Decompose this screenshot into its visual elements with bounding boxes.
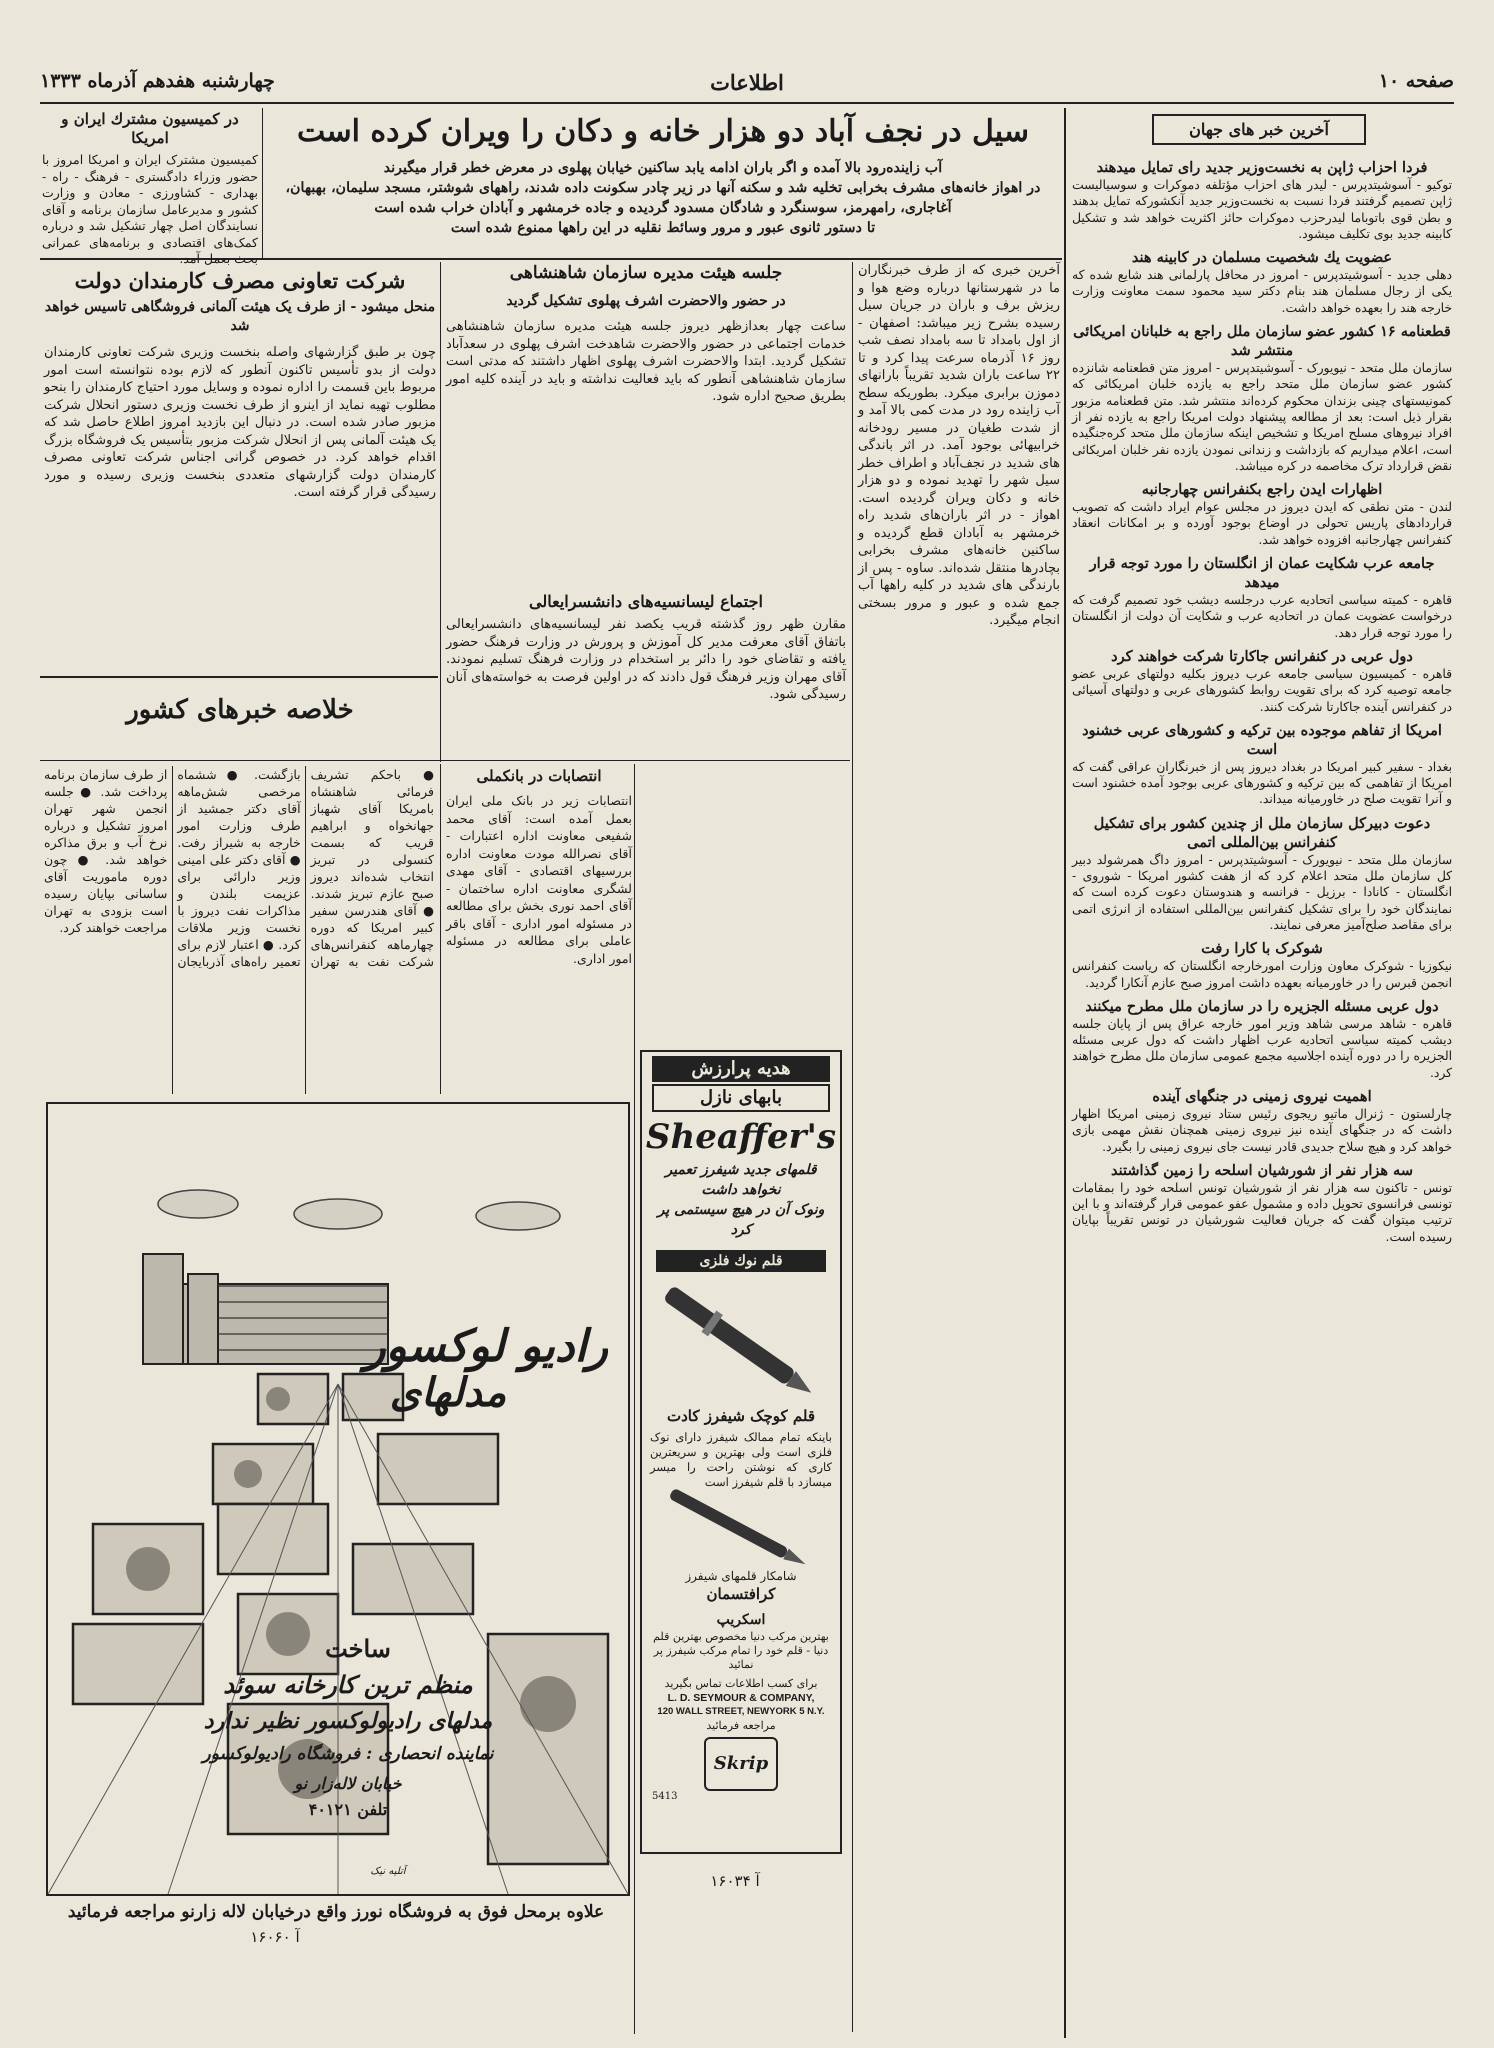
column-rule xyxy=(440,262,441,762)
page-number: صفحه ۱۰ xyxy=(1378,70,1454,92)
world-news-title: امریکا از تفاهم موجوده بین ترکیه و کشورهای عربی خشنود است xyxy=(1082,721,1442,758)
skrip-text: بهترین مرکب دنیا مخصوص بهترین قلم دنیا - قلم خود را تمام مرکب شیفرز پر نمائید xyxy=(653,1630,829,1671)
world-news-title: عضویت یك شخصیت مسلمان در کابینه هند xyxy=(1131,249,1393,267)
pen-dealer: کرافتسمان xyxy=(706,1585,776,1603)
deck-line: در اهواز خانه‌های مشرف بخرابی تخلیه شد و سکنه آنها در زیر چادر سکونت داده شدند، راههای شوشتر، مسجد سلیمان، بهبهان، آغاجاری، رامهرمز، سوسنگرد و شادگان مسدود گردیده و جاده خرمشهر و آبادان خراب شده است xyxy=(285,180,1041,216)
radio-agent: نماینده انحصاری : فروشگاه رادیولوکسور xyxy=(202,1744,494,1764)
country-news-title: خلاصه خبرهای کشور xyxy=(126,695,354,725)
column-rule xyxy=(440,764,441,1094)
radio-tagline-1: منظم ترین کارخانه سوئد xyxy=(223,1670,473,1699)
board-subtitle: در حضور والاحضرت اشرف پهلوی تشکیل گردید xyxy=(506,293,786,309)
world-news-body: بغداد - سفیر کبیر امریکا در بغداد دیروز پس از خبرنگاران عراقی گفت که امریکا از تفاهمی که بین ترکیه و کشورهای عربی بوجود آمده خشنود است و آنرا تقویت صلح در خاورمیانه میداند. xyxy=(1072,759,1452,807)
pen-line-1: قلمهای جدید شیفرز تعمیر نخواهد داشت xyxy=(665,1162,817,1198)
coop-subtitle: منحل میشود - از طرف یک هیئت آلمانی فروشگاهی تاسیس خواهد شد xyxy=(44,299,436,334)
radio-models-label: مدلهای xyxy=(389,1369,507,1416)
pen-address: 120 WALL STREET, NEWYORK 5 N.Y. xyxy=(657,1706,825,1717)
world-news-body: تونس - تاکنون سه هزار نفر از شورشیان تونس اسلحه خود را بمقامات تونسی فرانسوی تحویل داده و مشمول عفو عمومی قرار گرفته‌اند و با این ترتیب میتوان گفت که جریان فعالیت شورشیان در تونس تقریباً بپایان رسیده است. xyxy=(1072,1180,1452,1244)
radio-made: ساخت xyxy=(325,1634,391,1663)
appointments-title: انتصابات در بانکملی xyxy=(476,767,602,785)
joint-commission-title: در کمیسیون مشترك ایران و امریکا xyxy=(61,110,239,147)
world-news-body: چارلستون - ژنرال ماتیو ریجوی رئیس ستاد نیروی زمینی امریکا اظهار داشت که در جنگهای آینده نیز نیروی زمینی همچنان نقش مهمی بازی خواهد کرد و هیچ سلاح جدیدی قادر نیست جای نیروی زمینی را بگیرد. xyxy=(1072,1106,1452,1154)
column-rule xyxy=(1064,108,1066,2038)
main-headline: سیل در نجف آباد دو هزار خانه و دکان را ویران کرده است xyxy=(297,114,1029,149)
world-news-body: توکیو - آسوشیتدپرس - لیدر های احزاب مؤتلفه دموکرات و سوسیالیست ژاپن تصمیم گرفتند فردا نسبت به نخست‌وزیر جدید آنکشورکه تمایل بدهند و بطن قوی باتوباما لیدرحزب دموکرات حائز اکثریت خواهد شد و تشکیل کابینه جدید بوی تکلیف میشود. xyxy=(1072,178,1452,241)
pen-banner-1: هدیه پرارزش xyxy=(652,1056,830,1082)
world-news-title: قطعنامه ۱۶ کشور عضو سازمان ملل راجع به خلبانان امریکائی منتشر شد xyxy=(1073,323,1451,360)
coop-body: چون بر طبق گزارشهای واصله بنخست وزیری شرکت تعاونی کارمندان دولت از بدو تأسیس تاکنون آنطور که لازم بوده نتوانسته است امور مربوط باین قسمت را اداره نموده و وسایل مورد احتیاج کارمندان را بنحو مطلوب تهیه نماید از اینرو از طرف نخست وزیری دستور انحلال شرکت مزبور صادر شده است. در دنبال این بازدید امروز اطلاع حاصل شد که یک هیئت آلمانی پس از انحلال شرکت مزبور بتأسیس یک فروشگاه بزرگ اقدام خواهد کرد. در خصوص گرانی اجناس شرکت تعاونی مصرف کارمندان دولت گزارشهای متعددی بنخست وزیری رسیده و مورد رسیدگی قرار گرفته است. xyxy=(44,345,436,500)
world-news-column xyxy=(1072,152,1452,2032)
world-news-body: قاهره - شاهد مرسی شاهد وزیر امور خارجه عراق پس از پایان جلسه دیشب کمیته سیاسی اتحادیه عرب اظهار داشت که دول عربی مسئله الجزیره را در دوره آینده اجلاسیه مجمع عمومی سازمان ملل مطرح خواهند کرد. xyxy=(1072,1016,1452,1080)
board-body: ساعت چهار بعدازظهر دیروز جلسه هیئت مدیره سازمان شاهنشاهی خدمات اجتماعی در حضور والاحضرت شاهدخت اشرف پهلوی در سعدآباد تشکیل گردید. ابتدا والاحضرت اشرف پهلوی اظهار داشتند که مدتی است سازمان شاهنشاهی آنطور که باید فعالیت نداشته و باید در آینده کلیه امور بطریق صحیح اداره شود. xyxy=(446,319,846,404)
world-news-title: جامعه عرب شکایت عمان از انگلستان را مورد توجه قرار میدهد xyxy=(1089,555,1435,592)
world-news-body: نیکوزیا - شوکرک معاون وزارت امورخارجه انگلستان که ریاست کنفرانس انجمن قبرس را در خاورمیانه بعهده داشت امروز صبح عازم آنکارا گردید. xyxy=(1072,959,1452,990)
world-news-title: دول عربی در کنفرانس جاکارتا شرکت خواهند کرد xyxy=(1111,647,1413,665)
radio-phone: تلفن ۴۰۱۲۱ xyxy=(308,1800,388,1819)
country-news-body: ● باحکم تشریف فرمائی شاهنشاه بامریکا آقای شهباز جهانخواه و ابراهیم قریب که بسمت کنسولی در تبریز انتخاب شده‌اند دیروز صبح عازم تبریز شدند. ● آقای هندرسن سفیر کبیر امریکا که دوره چهارماهه کنفرانس‌های شرکت نفت به تهران بازگشت. ● ششماه مرخصی شش‌ماهه آقای دکتر جمشید از طرف وزارت امور خارجه به شیراز رفت. ● آقای دکتر علی امینی وزیر دارائی برای عزیمت بلندن و مذاکرات نفت دیروز با نخست وزیر ملاقات کرد. ● اعتبار لازم برای تعمیر راه‌های آذربایجان از طرف سازمان برنامه پرداخت شد. ● جلسه انجمن شهر تهران امروز تشکیل و درباره نرخ آب و برق مذاکره خواهد شد. ● چون دوره ماموریت آقای ساسانی بپایان رسیده است بزودی به تهران مراجعت خواهند کرد. xyxy=(44,767,434,969)
pen-code: 5413 xyxy=(652,1791,678,1802)
radio-address: خیابان لاله‌زار نو xyxy=(294,1774,402,1793)
pen-company: L. D. SEYMOUR & COMPANY, xyxy=(667,1692,815,1704)
pen-company-fa: مراجعه فرمائید xyxy=(706,1719,776,1732)
radio-code: آ ۱۶۰۶۰ xyxy=(250,1928,300,1946)
deck-line: آب زاینده‌رود بالا آمده و اگر باران ادامه یابد ساکنین خیابان پهلوی در معرض خطر قرار میگیرند xyxy=(383,160,943,176)
main-story-body: آخرین خبری که از طرف خبرنگاران ما در شهرستانها درباره وضع هوا و ریزش برف و باران در جریان سیل رسیده بشرح زیر میباشد: اصفهان - از اول بامداد تا سه بامداد نصف شب روز ۱۶ آذرماه سرعت پیدا کرد و تا ۲۲ ساعت باران شدید تقریباً بارانهای دموزن برابری میکرد. بطوریکه سطح آب زاینده رود در مدت کمی بالا آمد و از شدت طغیان در مسیر رودخانه خرابیهائی بوجود آمد. در اثر باندگی های شدید در نجف‌آباد و اطراف خطر سیل شهر را تهدید نموده و دو هزار خانه و دکان ویران گردیده است. اهواز - در اثر باران‌های شدید راه خرمشهر به آبادان قطع گردیده و ساکنین خانه‌های مشرف بخرابی بچادرها منتقل شده‌اند. ساوه - پس از بارندگی های شدید در کلیه راهها آب جمع شده و عبور و مرور بسختی انجام میگیرد. xyxy=(858,263,1060,628)
world-news-body: دهلی جدید - آسوشیتدپرس - امروز در محافل پارلمانی هند شایع شده که یکی از رجال مسلمان هند بنام دکتر سید محمود سمت معاونت وزارت خارجه هند را بعهده خواهد داشت. xyxy=(1072,268,1452,315)
column-rule xyxy=(634,764,635,2034)
world-news-body: قاهره - کمیسیون سیاسی جامعه عرب دیروز بکلیه دولتهای عربی عضو جامعه توصیه کرد که برای تقویت روابط کشورهای عربی و دولتهای آسیائی در کنفرانس آینده جاکارتا شرکت کنند. xyxy=(1072,666,1452,714)
deck-line: تا دستور ثانوی عبور و مرور وسائط نقلیه در این راهها ممنوع شده است xyxy=(450,220,876,236)
luxor-radio-ad xyxy=(46,1102,630,1896)
appointments-body: انتصابات زیر در بانک ملی ایران بعمل آمده است: آقای محمد شفیعی معاونت اداره اعتبارات - آقای نصرالله مودت معاونت اداره بررسیهای اقتصادی - آقای مهدی لشگری معاونت اداره ساختمان - آقای احمد نوری بخش برای مطالعه در مسئوله امور اداری - آقای باقر عاملی برای مطالعه در مسئوله امور اداری. xyxy=(446,793,632,966)
radio-brand: رادیو لوکسور xyxy=(364,1321,608,1372)
pen-dealer-title: شامکار قلمهای شیفرز xyxy=(685,1569,797,1583)
radio-footer: علاوه برمحل فوق به فروشگاه نورز واقع درخیابان لاله زارنو مراجعه فرمائید xyxy=(67,1902,605,1922)
graduates-title: اجتماع لیسانسیه‌های دانشسرایعالی xyxy=(529,592,763,611)
pen-nib: قلم نوك فلزی xyxy=(656,1250,826,1272)
pen-brand: Sheaffer's xyxy=(645,1117,837,1157)
newspaper-name: اطلاعات xyxy=(710,70,784,95)
pen-contact: برای کسب اطلاعات تماس بگیرید xyxy=(664,1677,818,1690)
pen-banner-2: بابهای نازل xyxy=(652,1084,830,1112)
sheaffer-pen-ad xyxy=(640,1050,842,1854)
world-news-title: دعوت دبیرکل سازمان ملل از چندین کشور برای تشکیل کنفرانس بین‌المللی اتمی xyxy=(1093,814,1431,851)
board-title: جلسه هیئت مدیره سازمان شاهنشاهی xyxy=(509,263,783,283)
world-news-title: فردا احزاب ژاپن به نخست‌وزیر جدید رای تمایل میدهند xyxy=(1096,159,1428,176)
world-news-body: سازمان ملل متحد - نیویورک - آسوشیتدپرس - امروز داگ همرشولد دبیر کل سازمان ملل متحد اعلام کرد که از هفت کشور امریکا - شوروی - انگلستان - کانادا - برزیل - فرانسه و هندوستان دعوت کرده است که نمایندگان خود را برای تشکیل کنفرانس بین‌المللی استفاده از انرژی اتمی برای مقاصد صلح‌آمیز معرفی نمایند. xyxy=(1072,852,1452,932)
world-news-title: شوکرک با کارا رفت xyxy=(1201,940,1323,958)
radio-tagline-2: مدلهای رادیولوکسور نظیر ندارد xyxy=(203,1708,493,1734)
skrip-bottle: Skrip xyxy=(704,1737,778,1791)
fountain-pen-icon xyxy=(642,1282,832,1402)
joint-commission-body: کمیسیون مشترک ایران و امریکا امروز با حضور وزراء دادگستری - فرهنگ - راه - بهداری - کشاورزی - معادن و وزارت کشور و مدیرعامل سازمان برنامه و آقای نسایندگان اصل چهار تشکیل شد و درباره کمک‌های اقتصادی و برنامه‌های عمرانی بحث بعمل آمد. xyxy=(42,152,258,266)
column-rule xyxy=(852,262,853,2032)
issue-date: چهارشنبه هفدهم آذرماه ۱۳۳۳ xyxy=(40,70,275,92)
pen-description: باینکه تمام ممالک شیفرز دارای نوک فلزی است ولی بهترین و سریعترین کاری که نوشتن راحت را میسر میسازد با قلم شیفرز است xyxy=(650,1430,832,1489)
world-news-title: سه هزار نفر از شورشیان اسلحه را زمین گذاشتند xyxy=(1110,1161,1413,1179)
pen-small-model: قلم کوچک شیفرز کادت xyxy=(666,1407,816,1425)
world-news-box-title: آخرین خبر های جهان xyxy=(1152,114,1366,145)
section-rule xyxy=(40,760,850,761)
world-news-title: دول عربی مسئله الجزیره را در سازمان ملل مطرح میکنند xyxy=(1085,997,1439,1015)
world-news-body: قاهره - کمیته سیاسی اتحادیه عرب درجلسه دیشب خود تصمیم گرفت که درخواست عضویت عمان در اتحادیه عرب و شکایت آن دولت از انگلستان را مورد توجه قرار دهد. xyxy=(1072,593,1452,640)
main-deck xyxy=(270,158,1056,238)
world-news-body: لندن - متن نطقی که ایدن دیروز در مجلس عوام ایراد داشت که تصویب قراردادهای پاریس تحولی در اوضاع بوجود آورده و بر امکانات انعقاد کنفرانس چهارجانبه افزوده خواهد شد. xyxy=(1072,500,1452,547)
pen-small-icon xyxy=(642,1494,832,1564)
world-news-body: سازمان ملل متحد - نیویورک - آسوشیتدپرس - امروز متن قطعنامه شانزده کشور عضو سازمان ملل متحد راجع به یازده خلبان امریکائی که کمونیستهای چینی بزندان محکوم کرده‌اند منتشر شد. متن قطعنامه مزبور بقرار ذیل است: بعد از مطالعه پیشنهاد دولت امریکا راجع به یازده نفر از افراد نیروهای مسلح امریکا و تشخیص اینکه سازمان ملل متحد کره‌جنگیده است، اعلام میداریم که بازداشت و زندانی نمودن یازده نفر خلبان امریکائی نقض قرارداد ترک مخاصمه در کره میباشد. xyxy=(1072,361,1452,473)
world-news-title: اظهارات ایدن راجع بکنفرانس چهارجانبه xyxy=(1141,481,1383,499)
section-rule xyxy=(40,676,438,678)
column-rule xyxy=(262,108,263,258)
coop-title: شرکت تعاونی مصرف کارمندان دولت xyxy=(74,268,406,293)
radio-signature: آتلیه نیک xyxy=(370,1866,406,1877)
skrip-title: اسکریپ xyxy=(716,1612,766,1628)
world-news-title: اهمیت نیروی زمینی در جنگهای آینده xyxy=(1152,1087,1372,1105)
page-header xyxy=(40,62,1454,104)
pen-ad-code: آ ۱۶۰۳۴ xyxy=(710,1872,760,1890)
pen-line-2: ونوک آن در هیچ سیستمی پر کرد xyxy=(657,1202,825,1238)
graduates-body: مقارن ظهر روز گذشته قریب یکصد نفر لیسانسیه‌های دانشسرایعالی باتفاق آقای معرفت مدیر کل آموزش و پرورش در وزارت فرهنگ حضور یافته و تقاضای خود را دائر بر استخدام در وزارت فرهنگ تسلیم نمودند. آقای مهران وزیر فرهنگ قول دادند که در اولین فرصت به خواسته‌های آنان رسیدگی شود. xyxy=(446,617,846,702)
